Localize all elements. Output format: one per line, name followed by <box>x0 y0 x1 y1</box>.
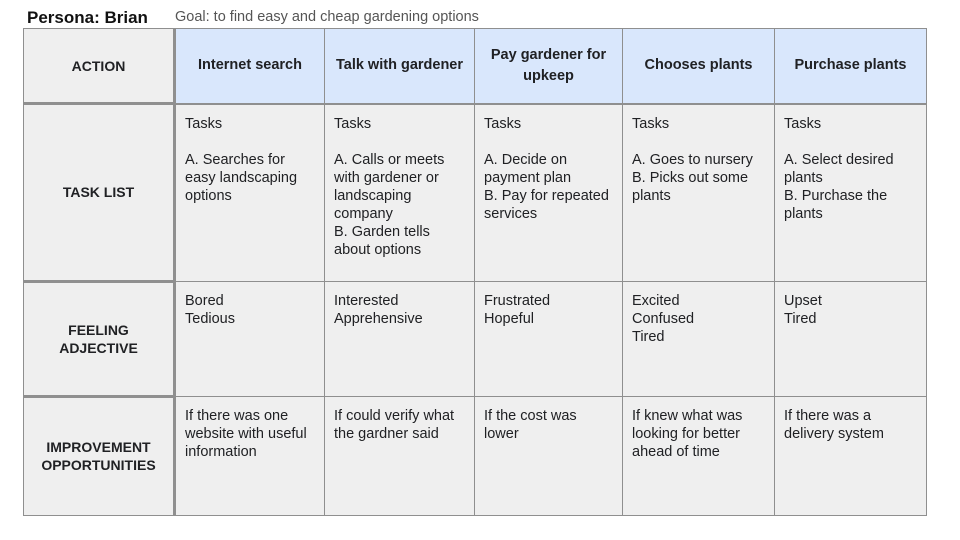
task-line: plants <box>632 187 671 204</box>
feeling-word: Tired <box>784 310 817 327</box>
improvement-line: looking for better <box>632 425 741 442</box>
improvement-line: If there was a <box>784 407 872 424</box>
improvement-cell-5 <box>775 396 927 515</box>
task-cell-1 <box>175 104 325 282</box>
stage-header-label: Purchase plants <box>794 57 907 74</box>
feeling-word: Apprehensive <box>334 310 423 327</box>
improvement-line: ahead of time <box>632 443 720 460</box>
improvement-cell-1 <box>175 396 325 515</box>
improvement-line: information <box>185 443 257 460</box>
feeling-cell-1 <box>175 281 325 396</box>
task-line: A. Searches for <box>185 151 285 168</box>
feeling-word: Confused <box>632 310 695 327</box>
feeling-word: Bored <box>185 292 224 309</box>
feeling-word: Upset <box>784 292 822 309</box>
stage-header-5 <box>775 29 927 104</box>
persona-title: Persona: Brian <box>27 8 148 27</box>
tasks-heading: Tasks <box>484 115 522 132</box>
stage-header-1 <box>175 29 325 104</box>
row-header-task-list <box>24 104 175 282</box>
improvement-line: the gardner said <box>334 425 439 442</box>
task-list-row <box>24 104 927 282</box>
feeling-row <box>24 281 927 396</box>
stage-header-4 <box>623 29 775 104</box>
improvement-line: website with useful <box>185 425 307 442</box>
action-row <box>24 29 927 104</box>
feeling-cell-4 <box>623 281 775 396</box>
task-cell-3 <box>475 104 623 282</box>
task-line: B. Purchase the <box>784 187 888 204</box>
task-cell-2 <box>325 104 475 282</box>
feeling-cell-5 <box>775 281 927 396</box>
task-line: payment plan <box>484 169 572 186</box>
improvement-cell-3 <box>475 396 623 515</box>
improvement-line: If there was one <box>185 407 289 424</box>
improvement-line: If knew what was <box>632 407 743 424</box>
tasks-heading: Tasks <box>784 115 822 132</box>
task-line: plants <box>784 205 823 222</box>
row-header-feeling-line2: ADJECTIVE <box>59 339 138 356</box>
task-line: B. Picks out some <box>632 169 749 186</box>
row-header-action <box>24 29 175 104</box>
improvement-line: delivery system <box>784 425 884 442</box>
task-line: A. Decide on <box>484 151 568 168</box>
row-header-improvement <box>24 396 175 515</box>
task-line: A. Select desired <box>784 151 894 168</box>
row-header-task-list-label: TASK LIST <box>62 184 135 201</box>
goal-text: Goal: to find easy and cheap gardening options <box>175 9 479 25</box>
improvement-line: If could verify what <box>334 407 455 424</box>
improvement-cell-4 <box>623 396 775 515</box>
stage-header-2 <box>325 29 475 104</box>
improvement-line: If the cost was <box>484 407 577 424</box>
tasks-heading: Tasks <box>334 115 372 132</box>
task-line: A. Goes to nursery <box>632 151 753 168</box>
row-header-feeling <box>24 281 175 396</box>
task-line: company <box>334 205 393 222</box>
feeling-word: Hopeful <box>484 310 534 327</box>
feeling-word: Excited <box>632 292 680 309</box>
feeling-cell-2 <box>325 281 475 396</box>
stage-header-label: Pay gardener for upkeep <box>490 46 607 84</box>
stage-header-label: Chooses plants <box>644 57 753 74</box>
journey-map-table <box>23 28 927 516</box>
row-header-improvement-line2: OPPORTUNITIES <box>41 457 156 473</box>
task-line: easy landscaping <box>185 169 298 186</box>
task-line: landscaping <box>334 187 412 204</box>
feeling-cell-3 <box>475 281 623 396</box>
tasks-heading: Tasks <box>632 115 670 132</box>
task-line: with gardener or <box>334 169 439 186</box>
task-cell-4 <box>623 104 775 282</box>
improvement-row <box>24 396 927 515</box>
task-line: A. Calls or meets <box>334 151 445 168</box>
row-header-improvement-line1: IMPROVEMENT <box>46 439 151 455</box>
improvement-cell-2 <box>325 396 475 515</box>
feeling-word: Frustrated <box>484 292 551 309</box>
row-header-action-label: ACTION <box>71 57 126 74</box>
task-cell-5 <box>775 104 927 282</box>
stage-header-3 <box>475 29 623 104</box>
task-line: about options <box>334 241 422 258</box>
stage-header-label: Talk with gardener <box>335 57 464 74</box>
feeling-word: Interested <box>334 292 399 309</box>
task-line: options <box>185 187 232 204</box>
improvement-line: lower <box>484 425 519 442</box>
row-header-feeling-line1: FEELING <box>68 321 129 338</box>
task-line: services <box>484 205 538 222</box>
feeling-word: Tired <box>632 328 665 345</box>
stage-header-label: Internet search <box>198 57 302 74</box>
tasks-heading: Tasks <box>185 115 223 132</box>
feeling-word: Tedious <box>185 310 235 327</box>
task-line: plants <box>784 169 823 186</box>
task-line: B. Pay for repeated <box>484 187 609 204</box>
task-line: B. Garden tells <box>334 223 430 240</box>
